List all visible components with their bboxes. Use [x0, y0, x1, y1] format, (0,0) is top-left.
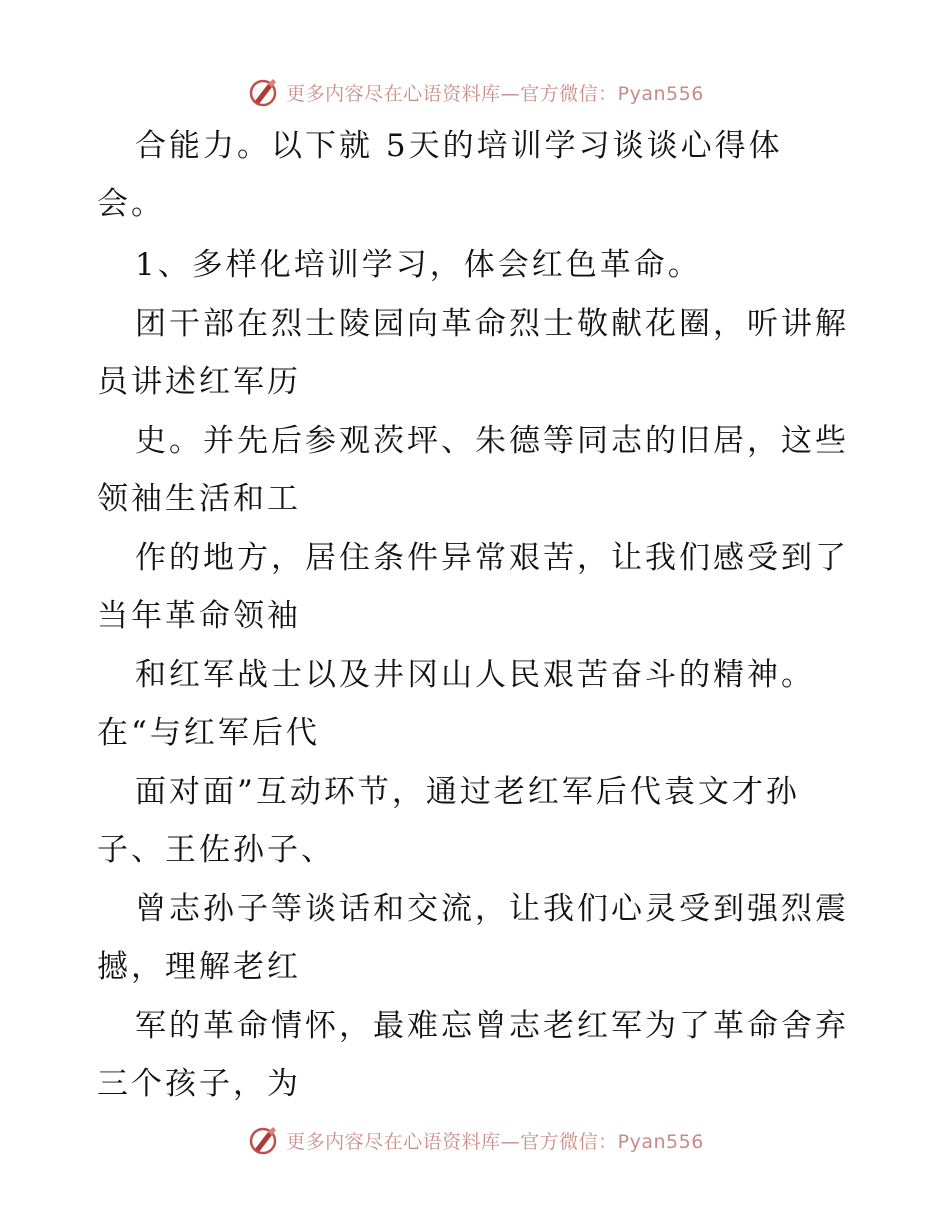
text-line: 领袖生活和工 — [97, 481, 301, 517]
text-line: 三个孩子，为 — [97, 1066, 301, 1102]
text-line: 在“与红军后代 — [97, 715, 320, 751]
pen-circle-logo-icon — [246, 75, 280, 109]
pen-circle-logo-icon — [246, 1123, 280, 1157]
section-heading: 1、多样化培训学习，体会红色革命。 — [135, 247, 702, 283]
header-watermark-text: 更多内容尽在心语资料库—官方微信：Pyan556 — [286, 82, 704, 105]
footer-watermark-text: 更多内容尽在心语资料库—官方微信：Pyan556 — [286, 1130, 704, 1153]
text-line: 撼，理解老红 — [97, 949, 301, 985]
text-line: 和红军战士以及井冈山人民艰苦奋斗的精神。 — [135, 657, 815, 693]
text-line: 曾志孙子等谈话和交流，让我们心灵受到强烈震 — [135, 891, 849, 927]
footer-watermark-banner — [0, 1120, 950, 1160]
text-line: 当年革命领袖 — [97, 598, 301, 634]
text-line: 军的革命情怀，最难忘曾志老红军为了革命舍弃 — [135, 1008, 849, 1044]
text-line: 合能力。以下就 5天的培训学习谈谈心得体 — [135, 128, 783, 164]
text-line: 作的地方，居住条件异常艰苦，让我们感受到了 — [135, 540, 849, 576]
text-line: 史。并先后参观茨坪、朱德等同志的旧居，这些 — [135, 423, 849, 459]
header-watermark-banner — [0, 72, 950, 112]
text-line: 会。 — [97, 186, 165, 222]
text-line: 子、王佐孙子、 — [97, 832, 335, 868]
text-line: 面对面”互动环节，通过老红军后代袁文才孙 — [135, 774, 800, 810]
text-line: 员讲述红军历 — [97, 364, 301, 400]
text-line: 团干部在烈士陵园向革命烈士敬献花圈，听讲解 — [135, 306, 849, 342]
